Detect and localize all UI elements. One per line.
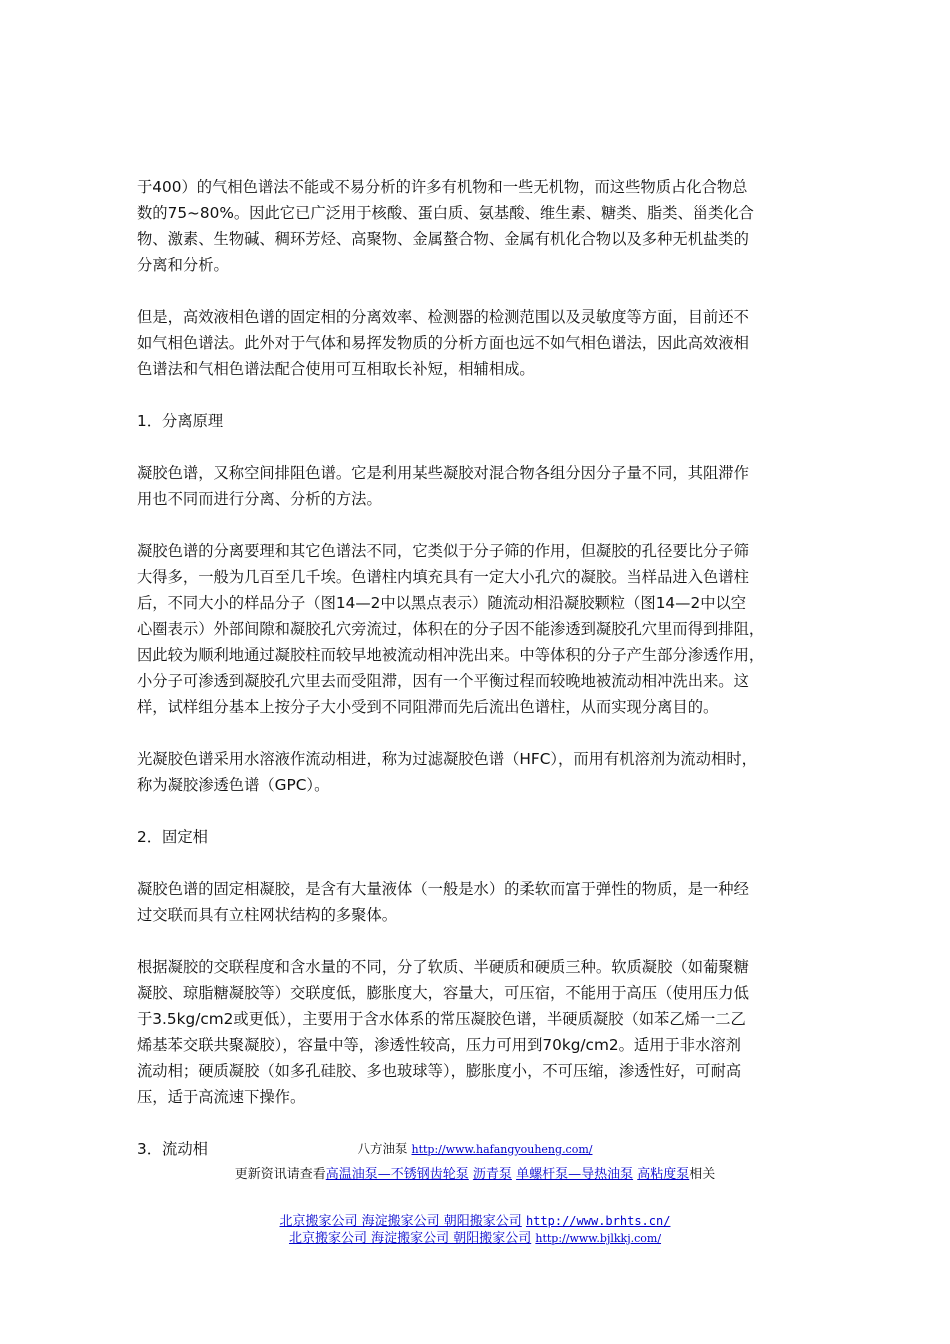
link-screw-pump[interactable]: 单螺杆泵—导热油泵	[516, 1167, 634, 1182]
paragraph-line: 凝胶色谱，又称空间排阻色谱。它是利用某些凝胶对混合物各组分因分子量不同，其阻滞作	[137, 464, 749, 482]
moving-company-url-1[interactable]: http://www.brhts.cn/	[525, 1214, 671, 1228]
footer-moving-links	[0, 1213, 950, 1247]
paragraph	[137, 746, 819, 798]
moving-company-url-2[interactable]: http://www.bjlkkj.com/	[535, 1232, 662, 1245]
paragraph	[137, 954, 819, 1110]
paragraph-line: 样，试样组分基本上按分子大小受到不同阻滞而先后流出色谱柱，从而实现分离目的。	[137, 698, 719, 716]
footer-line-3	[0, 1213, 950, 1230]
link-high-temp-pump[interactable]: 高温油泵—不锈钢齿轮泵	[325, 1167, 469, 1182]
moving-company-links-2[interactable]: 北京搬家公司 海淀搬家公司 朝阳搬家公司	[288, 1231, 532, 1246]
paragraph-line: 凝胶、琼脂糖凝胶等）交联度低，膨胀度大，容量大，可压宿，不能用于高压（使用压力低	[137, 984, 749, 1002]
paragraph-line: 数的75~80%。因此它已广泛用于核酸、蛋白质、氨基酸、维生素、糖类、脂类、甾类化合	[137, 204, 754, 222]
section-heading: 1．分离原理	[137, 412, 224, 430]
paragraph-line: 分离和分析。	[137, 256, 229, 274]
paragraph	[137, 460, 819, 512]
paragraph-line: 心圈表示）外部间隙和凝胶孔穴旁流过，体积在的分子因不能渗透到凝胶孔穴里而得到排阻，	[137, 620, 765, 638]
paragraph	[137, 174, 819, 278]
footer-suffix: 相关	[689, 1167, 716, 1182]
paragraph-line: 称为凝胶渗透色谱（GPC）。	[137, 776, 330, 794]
paragraph-line: 后，不同大小的样品分子（图14—2中以黑点表示）随流动相沿凝胶颗粒（图14—2中以空	[137, 594, 747, 612]
paragraph-line: 小分子可渗透到凝胶孔穴里去而受阻滞，因有一个平衡过程而较晚地被流动相冲洗出来。这	[137, 672, 749, 690]
link-asphalt-pump[interactable]: 沥青泵	[472, 1167, 512, 1182]
paragraph-line: 大得多，一般为几百至几千埃。色谱柱内填充具有一定大小孔穴的凝胶。当样品进入色谱柱	[137, 568, 749, 586]
footer-prefix: 更新资讯请查看	[234, 1167, 326, 1182]
paragraph-line: 因此较为顺利地通过凝胶柱而较早地被流动相冲洗出来。中等体积的分子产生部分渗透作用，	[137, 646, 765, 664]
paragraph-line: 根据凝胶的交联程度和含水量的不同，分了软质、半硬质和硬质三种。软质凝胶（如葡聚糖	[137, 958, 749, 976]
paragraph	[137, 304, 819, 382]
paragraph-line: 物、激素、生物碱、稠环芳烃、高聚物、金属螯合物、金属有机化合物以及多种无机盐类的	[137, 230, 749, 248]
paragraph-line: 压，适于高流速下操作。	[137, 1088, 306, 1106]
link-viscosity-pump[interactable]: 高粘度泵	[637, 1167, 690, 1182]
footer-company: 八方油泵	[357, 1141, 408, 1156]
footer-line-2	[0, 1163, 950, 1182]
paragraph-line: 于3.5kg/cm2或更低），主要用于含水体系的常压凝胶色谱，半硬质凝胶（如苯乙烯一二乙	[137, 1010, 746, 1028]
footer-line-4	[0, 1230, 950, 1247]
footer-line-1	[0, 1139, 950, 1157]
paragraph-line: 于400）的气相色谱法不能或不易分析的许多有机物和一些无机物，而这些物质占化合物总	[137, 178, 748, 196]
paragraph-line: 用也不同而进行分离、分析的方法。	[137, 490, 382, 508]
paragraph-line: 如气相色谱法。此外对于气体和易挥发物质的分析方面也远不如气相色谱法，因此高效液相	[137, 334, 749, 352]
document-body	[137, 174, 819, 1188]
paragraph-line: 过交联而具有立柱网状结构的多聚体。	[137, 906, 398, 924]
paragraph-line: 烯基苯交联共聚凝胶），容量中等，渗透性较高，压力可用到70kg/cm2。适用于非水溶剂	[137, 1036, 741, 1054]
paragraph	[137, 538, 819, 720]
paragraph-line: 色谱法和气相色谱法配合使用可互相取长补短，相辅相成。	[137, 360, 535, 378]
paragraph-line: 凝胶色谱的固定相凝胶，是含有大量液体（一般是水）的柔软而富于弹性的物质，是一种经	[137, 880, 749, 898]
paragraph-line: 凝胶色谱的分离要理和其它色谱法不同，它类似于分子筛的作用，但凝胶的孔径要比分子筛	[137, 542, 749, 560]
moving-company-links-1[interactable]: 北京搬家公司 海淀搬家公司 朝阳搬家公司	[279, 1214, 522, 1229]
section-heading: 2．固定相	[137, 828, 208, 846]
footer-company-link[interactable]: http://www.hafangyouheng.com/	[411, 1143, 593, 1156]
paragraph-line: 但是，高效液相色谱的固定相的分离效率、检测器的检测范围以及灵敏度等方面，目前还不	[137, 308, 749, 326]
paragraph-line: 光凝胶色谱采用水溶液作流动相进，称为过滤凝胶色谱（HFC），而用有机溶剂为流动相时，	[137, 750, 757, 768]
section-heading: 3．流动相	[137, 1140, 208, 1158]
paragraph-line: 流动相；硬质凝胶（如多孔硅胶、多也玻球等），膨胀度小，不可压缩，渗透性好，可耐高	[137, 1062, 742, 1080]
paragraph	[137, 876, 819, 928]
